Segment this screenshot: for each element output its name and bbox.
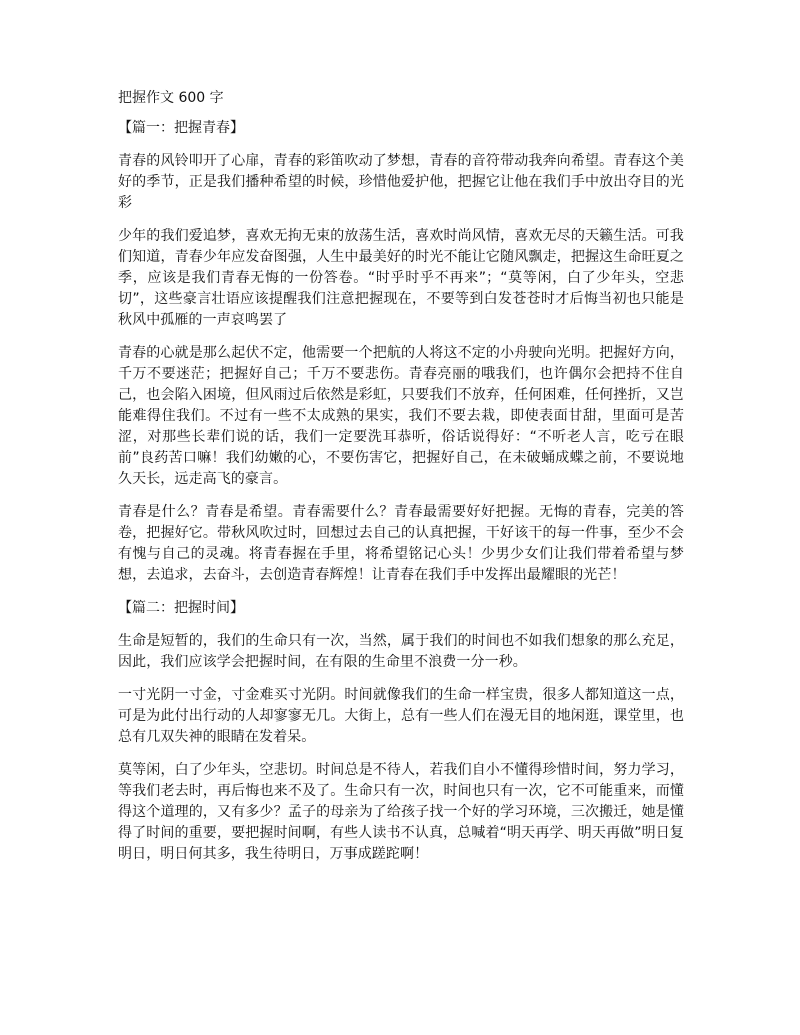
- paragraph: 莫等闲，白了少年头，空悲切。时间总是不待人，若我们自小不懂得珍惜时间，努力学习，等我们老去时，再后悔也来不及了。生命只有一次，时间也只有一次，它不可能重来，而懂得这个道理的，又有多少？孟子的母亲为了给孩子找一个好的学习环境，三次搬迁，她是懂得了时间的重要，要把握时间啊，有些人读书不认真，总喊着“明天再学、明天再做”明日复明日，明日何其多，我生待明日，万事成蹉跎啊！: [118, 762, 684, 862]
- paragraph: 生命是短暂的，我们的生命只有一次，当然，属于我们的时间也不如我们想象的那么充足，因此，我们应该学会把握时间，在有限的生命里不浪费一分一秒。: [118, 633, 684, 670]
- section-heading-1: 【篇一：把握青春】: [118, 120, 244, 136]
- paragraph: 少年的我们爱追梦，喜欢无拘无束的放荡生活，喜欢时尚风情，喜欢无尽的天籁生活。可我们知道，青春少年应发奋图强，人生中最美好的时光不能让它随风飘走，把握这生命旺夏之季，应该是我们青春无悔的一份答卷。“时乎时乎不再来”；“莫等闲，白了少年头，空悲切”，这些豪言壮语应该提醒我们注意把握现在，不要等到白发苍苍时才后悔当初也只能是秋风中孤雁的一声哀鸣罢了: [118, 228, 684, 328]
- document-title: 把握作文 600 字: [118, 90, 224, 106]
- paragraph: 一寸光阴一寸金，寸金难买寸光阴。时间就像我们的生命一样宝贵，很多人都知道这一点，可是为此付出行动的人却寥寥无几。大街上，总有一些人们在漫无目的地闲逛，课堂里，也总有几双失神的眼睛在发着呆。: [118, 687, 684, 745]
- paragraph: 青春的心就是那么起伏不定，他需要一个把航的人将这不定的小舟驶向光明。把握好方向，千万不要迷茫；把握好自己；千万不要悲伤。青春亮丽的哦我们，也许偶尔会把持不住自己，也会陷入困境，但风雨过后依然是彩虹，只要我们不放弃，任何困难，任何挫折，又岂能难得住我们。不过有一些不太成熟的果实，我们不要去栽，即使表面甘甜，里面可是苦涩，对那些长辈们说的话，我们一定要洗耳恭听，俗话说得好：“不听老人言，吃亏在眼前”良药苦口嘛！我们幼嫩的心，不要伤害它，把握好自己，在未破蛹成蝶之前，不要说地久天长，远走高飞的豪言。: [118, 345, 684, 487]
- document-page: [118, 88, 684, 877]
- section-heading-2: 【篇二：把握时间】: [118, 600, 244, 616]
- paragraph: 青春是什么？青春是希望。青春需要什么？青春最需要好好把握。无悔的青春，完美的答卷，把握好它。带秋风吹过时，回想过去自己的认真把握，干好该干的每一件事，至少不会有愧与自己的灵魂。将青春握在手里，将希望铭记心头！少男少女们让我们带着希望与梦想，去追求，去奋斗，去创造青春辉煌！让青春在我们手中发挥出最耀眼的光芒！: [118, 504, 684, 583]
- paragraph: 青春的风铃叩开了心扉，青春的彩笛吹动了梦想，青春的音符带动我奔向希望。青春这个美好的季节，正是我们播种希望的时候，珍惜他爱护他，把握它让他在我们手中放出夺目的光彩: [118, 153, 684, 211]
